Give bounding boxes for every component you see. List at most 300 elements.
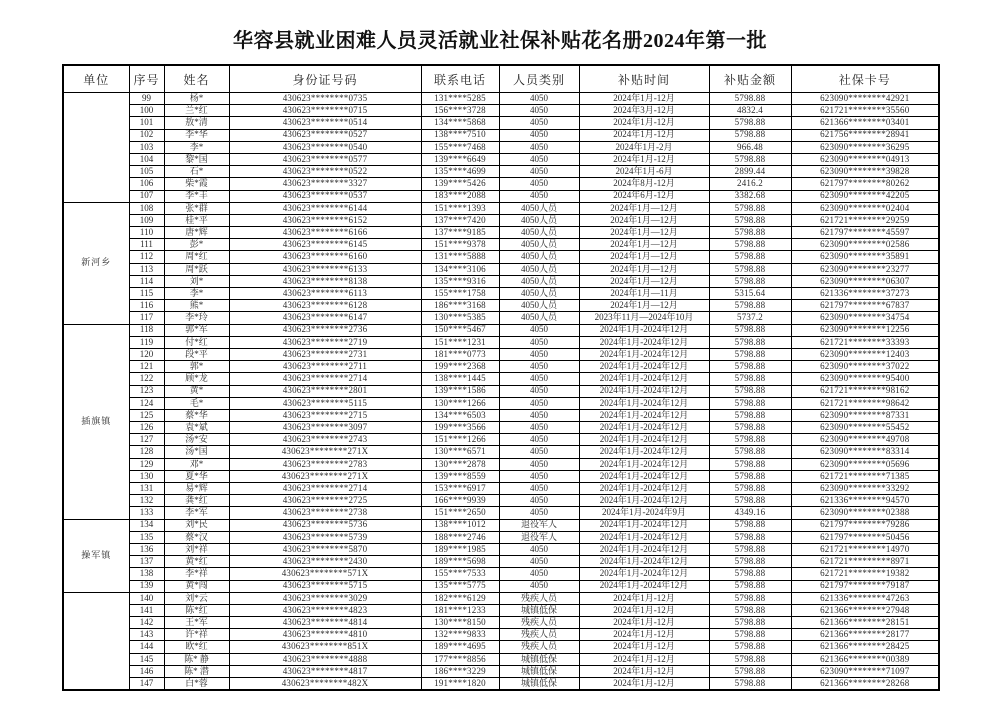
category-cell: 4050 [499, 178, 579, 190]
serial-cell: 132 [129, 495, 164, 507]
id-cell: 430623********6133 [229, 263, 421, 275]
period-cell: 2024年1月—12月 [579, 239, 709, 251]
category-cell: 4050人员 [499, 214, 579, 226]
card-cell: 621366********27948 [791, 604, 939, 616]
phone-cell: 181****1233 [421, 604, 499, 616]
id-cell: 430623********2714 [229, 483, 421, 495]
id-cell: 430623********5870 [229, 543, 421, 555]
period-cell: 2024年1月—12月 [579, 263, 709, 275]
serial-cell: 105 [129, 166, 164, 178]
category-cell: 4050 [499, 409, 579, 421]
id-cell: 430623********6113 [229, 288, 421, 300]
id-cell: 430623********5115 [229, 397, 421, 409]
period-cell: 2024年1月-12月 [579, 592, 709, 604]
serial-cell: 107 [129, 190, 164, 202]
id-cell: 430623********4814 [229, 617, 421, 629]
period-cell: 2024年1月-2024年12月 [579, 373, 709, 385]
serial-cell: 103 [129, 141, 164, 153]
id-cell: 430623********2783 [229, 458, 421, 470]
phone-cell: 150****5467 [421, 324, 499, 336]
table-row [63, 409, 939, 421]
id-cell: 430623********851X [229, 641, 421, 653]
serial-cell: 135 [129, 531, 164, 543]
card-cell: 623090********36295 [791, 141, 939, 153]
card-cell: 621366********03401 [791, 117, 939, 129]
phone-cell: 186****3168 [421, 300, 499, 312]
name-cell: 黄* [164, 385, 229, 397]
table-row [63, 93, 939, 105]
period-cell: 2024年1月-2024年12月 [579, 397, 709, 409]
name-cell: 汤*安 [164, 434, 229, 446]
category-cell: 4050 [499, 556, 579, 568]
serial-cell: 116 [129, 300, 164, 312]
serial-cell: 108 [129, 202, 164, 214]
card-cell: 621797********67837 [791, 300, 939, 312]
id-cell: 430623********2714 [229, 373, 421, 385]
name-cell: 李*华 [164, 129, 229, 141]
category-cell: 4050 [499, 434, 579, 446]
table-row [63, 239, 939, 251]
table-row [63, 312, 939, 324]
table-row [63, 617, 939, 629]
name-cell: 柴*霞 [164, 178, 229, 190]
category-cell: 4050 [499, 190, 579, 202]
category-cell: 城镇低保 [499, 653, 579, 665]
table-row [63, 665, 939, 677]
serial-cell: 137 [129, 556, 164, 568]
category-cell: 城镇低保 [499, 604, 579, 616]
category-cell: 4050人员 [499, 275, 579, 287]
category-cell: 残疾人员 [499, 617, 579, 629]
category-cell: 4050 [499, 373, 579, 385]
amount-cell: 5798.88 [709, 543, 791, 555]
serial-cell: 139 [129, 580, 164, 592]
amount-cell: 5798.88 [709, 678, 791, 691]
card-cell: 621721********33393 [791, 336, 939, 348]
table-row [63, 178, 939, 190]
name-cell: 刘*民 [164, 519, 229, 531]
table-row [63, 275, 939, 287]
name-cell: 熊* [164, 300, 229, 312]
period-cell: 2024年1月-12月 [579, 641, 709, 653]
phone-cell: 189****4695 [421, 641, 499, 653]
name-cell: 陈*红 [164, 604, 229, 616]
amount-cell: 4349.16 [709, 507, 791, 519]
card-cell: 621721********98162 [791, 385, 939, 397]
name-cell: 白*蓉 [164, 678, 229, 691]
category-cell: 4050 [499, 93, 579, 105]
id-cell: 430623********4810 [229, 629, 421, 641]
period-cell: 2024年1月-2024年12月 [579, 568, 709, 580]
category-cell: 4050 [499, 117, 579, 129]
serial-cell: 115 [129, 288, 164, 300]
serial-cell: 121 [129, 361, 164, 373]
id-cell: 430623********0735 [229, 93, 421, 105]
card-cell: 623090********04913 [791, 153, 939, 165]
amount-cell: 5798.88 [709, 568, 791, 580]
name-cell: 刘*祥 [164, 543, 229, 555]
card-cell: 623090********23277 [791, 263, 939, 275]
card-cell: 623090********49708 [791, 434, 939, 446]
category-cell: 4050 [499, 422, 579, 434]
phone-cell: 199****2368 [421, 361, 499, 373]
card-cell: 623090********05696 [791, 458, 939, 470]
card-cell: 623090********33292 [791, 483, 939, 495]
name-cell: 付*红 [164, 336, 229, 348]
column-header-serial: 序号 [129, 65, 164, 93]
period-cell: 2024年1月-2024年9月 [579, 507, 709, 519]
table-row [63, 214, 939, 226]
category-cell: 退役军人 [499, 531, 579, 543]
card-cell: 623090********42205 [791, 190, 939, 202]
serial-cell: 134 [129, 519, 164, 531]
amount-cell: 5798.88 [709, 275, 791, 287]
category-cell: 4050人员 [499, 300, 579, 312]
period-cell: 2024年1月—12月 [579, 251, 709, 263]
serial-cell: 99 [129, 93, 164, 105]
phone-cell: 155****7533 [421, 568, 499, 580]
amount-cell: 5798.88 [709, 227, 791, 239]
serial-cell: 143 [129, 629, 164, 641]
card-cell: 621336********47263 [791, 592, 939, 604]
card-cell: 621366********28268 [791, 678, 939, 691]
category-cell: 4050 [499, 495, 579, 507]
card-cell: 623090********06307 [791, 275, 939, 287]
table-row [63, 361, 939, 373]
phone-cell: 135****5775 [421, 580, 499, 592]
category-cell: 4050 [499, 446, 579, 458]
name-cell: 许*祥 [164, 629, 229, 641]
card-cell: 623090********12403 [791, 348, 939, 360]
table-row [63, 166, 939, 178]
column-header-category: 人员类别 [499, 65, 579, 93]
id-cell: 430623********0540 [229, 141, 421, 153]
phone-cell: 137****7420 [421, 214, 499, 226]
name-cell: 易*辉 [164, 483, 229, 495]
id-cell: 430623********6152 [229, 214, 421, 226]
name-cell: 刘*云 [164, 592, 229, 604]
id-cell: 430623********6147 [229, 312, 421, 324]
id-cell: 430623********2719 [229, 336, 421, 348]
period-cell: 2024年6月-12月 [579, 190, 709, 202]
card-cell: 621366********28177 [791, 629, 939, 641]
unit-cell: 操军镇 [63, 519, 129, 592]
period-cell: 2024年8月-12月 [579, 178, 709, 190]
phone-cell: 151****1393 [421, 202, 499, 214]
serial-cell: 117 [129, 312, 164, 324]
id-cell: 430623********8138 [229, 275, 421, 287]
period-cell: 2024年1月-12月 [579, 117, 709, 129]
amount-cell: 5798.88 [709, 434, 791, 446]
name-cell: 李* [164, 141, 229, 153]
amount-cell: 5798.88 [709, 93, 791, 105]
id-cell: 430623********0522 [229, 166, 421, 178]
category-cell: 退役军人 [499, 519, 579, 531]
name-cell: 陈* 潜 [164, 665, 229, 677]
name-cell: 王*军 [164, 617, 229, 629]
phone-cell: 130****6571 [421, 446, 499, 458]
card-cell: 621721********98642 [791, 397, 939, 409]
id-cell: 430623********3327 [229, 178, 421, 190]
card-cell: 621721********29259 [791, 214, 939, 226]
table-row [63, 324, 939, 336]
id-cell: 430623********271X [229, 446, 421, 458]
phone-cell: 139****1586 [421, 385, 499, 397]
phone-cell: 132****9833 [421, 629, 499, 641]
phone-cell: 135****4699 [421, 166, 499, 178]
table-row [63, 641, 939, 653]
period-cell: 2024年1月-2024年12月 [579, 336, 709, 348]
table-row [63, 434, 939, 446]
table-row [63, 458, 939, 470]
period-cell: 2024年1月-12月 [579, 617, 709, 629]
id-cell: 430623********0715 [229, 105, 421, 117]
id-cell: 430623********5739 [229, 531, 421, 543]
id-cell: 430623********2738 [229, 507, 421, 519]
table-row [63, 470, 939, 482]
category-cell: 4050人员 [499, 239, 579, 251]
table-row [63, 568, 939, 580]
header-row [63, 65, 939, 93]
table-row [63, 422, 939, 434]
category-cell: 残疾人员 [499, 592, 579, 604]
phone-cell: 130****2878 [421, 458, 499, 470]
serial-cell: 114 [129, 275, 164, 287]
id-cell: 430623********2736 [229, 324, 421, 336]
period-cell: 2024年1月-2024年12月 [579, 580, 709, 592]
name-cell: 李*祥 [164, 568, 229, 580]
amount-cell: 3382.68 [709, 190, 791, 202]
table-row [63, 592, 939, 604]
amount-cell: 5798.88 [709, 665, 791, 677]
name-cell: 李*丰 [164, 190, 229, 202]
table-row [63, 556, 939, 568]
id-cell: 430623********2801 [229, 385, 421, 397]
name-cell: 兰*红 [164, 105, 229, 117]
card-cell: 621797********50456 [791, 531, 939, 543]
card-cell: 623090********02404 [791, 202, 939, 214]
period-cell: 2024年1月-2024年12月 [579, 446, 709, 458]
phone-cell: 139****5426 [421, 178, 499, 190]
serial-cell: 147 [129, 678, 164, 691]
id-cell: 430623********6166 [229, 227, 421, 239]
card-cell: 623090********39828 [791, 166, 939, 178]
category-cell: 4050 [499, 397, 579, 409]
serial-cell: 136 [129, 543, 164, 555]
table-row [63, 190, 939, 202]
category-cell: 残疾人员 [499, 641, 579, 653]
phone-cell: 183****2088 [421, 190, 499, 202]
id-cell: 430623********0514 [229, 117, 421, 129]
name-cell: 袁*斌 [164, 422, 229, 434]
serial-cell: 118 [129, 324, 164, 336]
card-cell: 621336********37273 [791, 288, 939, 300]
amount-cell: 5798.88 [709, 483, 791, 495]
table-row [63, 397, 939, 409]
category-cell: 4050人员 [499, 251, 579, 263]
column-header-amount: 补贴金额 [709, 65, 791, 93]
id-cell: 430623********3029 [229, 592, 421, 604]
card-cell: 623090********83314 [791, 446, 939, 458]
name-cell: 石* [164, 166, 229, 178]
category-cell: 4050人员 [499, 202, 579, 214]
serial-cell: 127 [129, 434, 164, 446]
table-row [63, 263, 939, 275]
name-cell: 陈* 静 [164, 653, 229, 665]
category-cell: 4050 [499, 361, 579, 373]
name-cell: 黄*红 [164, 556, 229, 568]
id-cell: 430623********482X [229, 678, 421, 691]
phone-cell: 134****3106 [421, 263, 499, 275]
serial-cell: 140 [129, 592, 164, 604]
card-cell: 623090********71097 [791, 665, 939, 677]
card-cell: 623090********42921 [791, 93, 939, 105]
phone-cell: 135****9316 [421, 275, 499, 287]
table-row [63, 604, 939, 616]
table-row [63, 483, 939, 495]
name-cell: 蔡*华 [164, 409, 229, 421]
amount-cell: 5798.88 [709, 458, 791, 470]
amount-cell: 5737.2 [709, 312, 791, 324]
serial-cell: 119 [129, 336, 164, 348]
column-header-id: 身份证号码 [229, 65, 421, 93]
phone-cell: 137****9185 [421, 227, 499, 239]
period-cell: 2024年1月-6月 [579, 166, 709, 178]
card-cell: 621797********79187 [791, 580, 939, 592]
card-cell: 623090********55452 [791, 422, 939, 434]
period-cell: 2024年1月-12月 [579, 153, 709, 165]
table-row [63, 629, 939, 641]
category-cell: 4050 [499, 166, 579, 178]
amount-cell: 5798.88 [709, 202, 791, 214]
phone-cell: 130****5385 [421, 312, 499, 324]
name-cell: 彭* [164, 239, 229, 251]
table-row [63, 117, 939, 129]
phone-cell: 189****1985 [421, 543, 499, 555]
name-cell: 李*军 [164, 507, 229, 519]
serial-cell: 129 [129, 458, 164, 470]
serial-cell: 128 [129, 446, 164, 458]
amount-cell: 966.48 [709, 141, 791, 153]
name-cell: 黎*国 [164, 153, 229, 165]
table-row [63, 141, 939, 153]
card-cell: 623090********02586 [791, 239, 939, 251]
phone-cell: 186****3229 [421, 665, 499, 677]
serial-cell: 104 [129, 153, 164, 165]
serial-cell: 141 [129, 604, 164, 616]
amount-cell: 5798.88 [709, 336, 791, 348]
amount-cell: 5798.88 [709, 531, 791, 543]
column-header-name: 姓名 [164, 65, 229, 93]
table-row [63, 531, 939, 543]
name-cell: 段*平 [164, 348, 229, 360]
period-cell: 2024年1月—11月 [579, 288, 709, 300]
period-cell: 2024年1月-2024年12月 [579, 361, 709, 373]
period-cell: 2024年1月-2024年12月 [579, 495, 709, 507]
phone-cell: 139****6649 [421, 153, 499, 165]
table-row [63, 336, 939, 348]
phone-cell: 151****1266 [421, 434, 499, 446]
id-cell: 430623********6144 [229, 202, 421, 214]
serial-cell: 124 [129, 397, 164, 409]
card-cell: 623090********12256 [791, 324, 939, 336]
amount-cell: 5798.88 [709, 373, 791, 385]
amount-cell: 5798.88 [709, 239, 791, 251]
phone-cell: 181****0773 [421, 348, 499, 360]
period-cell: 2024年1月-12月 [579, 93, 709, 105]
phone-cell: 182****6129 [421, 592, 499, 604]
amount-cell: 5798.88 [709, 348, 791, 360]
name-cell: 黄*闯 [164, 580, 229, 592]
amount-cell: 5798.88 [709, 117, 791, 129]
category-cell: 4050 [499, 336, 579, 348]
name-cell: 龚*红 [164, 495, 229, 507]
phone-cell: 199****3566 [421, 422, 499, 434]
category-cell: 4050人员 [499, 227, 579, 239]
table-row [63, 105, 939, 117]
phone-cell: 130****8150 [421, 617, 499, 629]
name-cell: 顾*龙 [164, 373, 229, 385]
amount-cell: 5798.88 [709, 604, 791, 616]
table-row [63, 300, 939, 312]
column-header-phone: 联系电话 [421, 65, 499, 93]
serial-cell: 111 [129, 239, 164, 251]
phone-cell: 134****6503 [421, 409, 499, 421]
phone-cell: 156****3728 [421, 105, 499, 117]
amount-cell: 5798.88 [709, 129, 791, 141]
id-cell: 430623********4817 [229, 665, 421, 677]
period-cell: 2024年1月-2024年12月 [579, 543, 709, 555]
phone-cell: 131****5285 [421, 93, 499, 105]
table-row [63, 507, 939, 519]
category-cell: 4050人员 [499, 312, 579, 324]
id-cell: 430623********2731 [229, 348, 421, 360]
amount-cell: 5798.88 [709, 470, 791, 482]
card-cell: 621797********45597 [791, 227, 939, 239]
amount-cell: 5798.88 [709, 397, 791, 409]
serial-cell: 122 [129, 373, 164, 385]
period-cell: 2024年1月-2024年12月 [579, 556, 709, 568]
serial-cell: 138 [129, 568, 164, 580]
name-cell: 周*跃 [164, 263, 229, 275]
name-cell: 欧*红 [164, 641, 229, 653]
phone-cell: 166****9939 [421, 495, 499, 507]
amount-cell: 5798.88 [709, 361, 791, 373]
name-cell: 毛* [164, 397, 229, 409]
amount-cell: 5798.88 [709, 251, 791, 263]
card-cell: 621366********28151 [791, 617, 939, 629]
name-cell: 郭* [164, 361, 229, 373]
id-cell: 430623********2430 [229, 556, 421, 568]
amount-cell: 5798.88 [709, 653, 791, 665]
category-cell: 4050 [499, 543, 579, 555]
column-header-unit: 单位 [63, 65, 129, 93]
category-cell: 4050 [499, 129, 579, 141]
serial-cell: 131 [129, 483, 164, 495]
serial-cell: 101 [129, 117, 164, 129]
id-cell: 430623********4823 [229, 604, 421, 616]
table-row [63, 385, 939, 397]
phone-cell: 131****5888 [421, 251, 499, 263]
serial-cell: 123 [129, 385, 164, 397]
period-cell: 2023年11月—2024年10月 [579, 312, 709, 324]
serial-cell: 112 [129, 251, 164, 263]
category-cell: 4050 [499, 385, 579, 397]
id-cell: 430623********2715 [229, 409, 421, 421]
unit-cell [63, 592, 129, 690]
period-cell: 2024年1月-2024年12月 [579, 348, 709, 360]
period-cell: 2024年1月-12月 [579, 604, 709, 616]
